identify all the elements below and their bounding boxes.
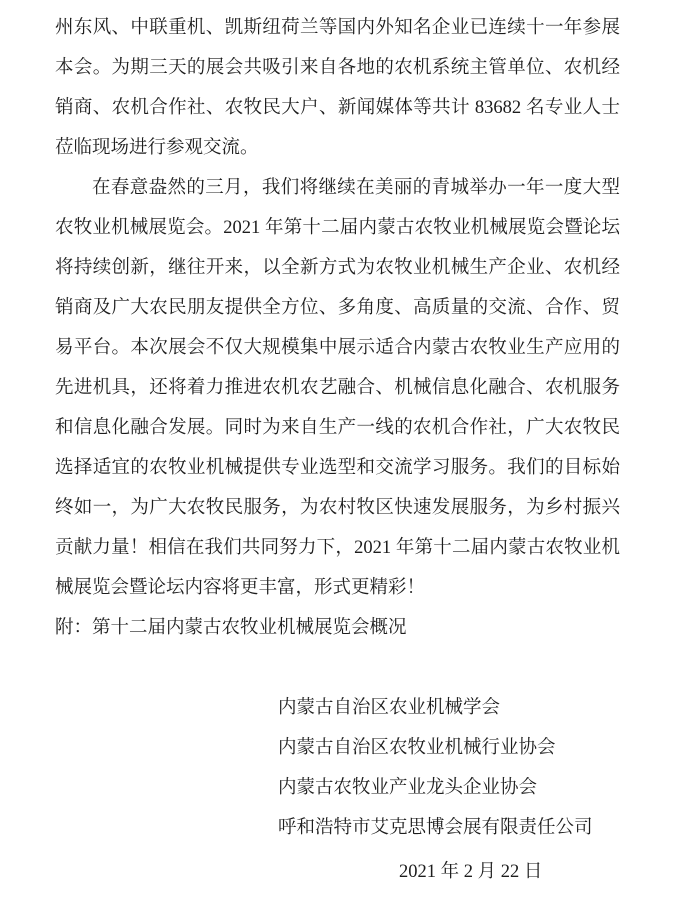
text-line: 将持续创新，继往开来，以全新方式为农牧业机械生产企业、农机经	[55, 258, 620, 278]
paragraph-exhibitors	[55, 8, 620, 168]
text-line: 和信息化融合发展。同时为来自生产一线的农机合作社，广大农牧民	[55, 418, 620, 438]
text-line: 选择适宜的农牧业机械提供专业选型和交流学习服务。我们的目标始	[55, 458, 620, 478]
text-line: 在春意盎然的三月，我们将继续在美丽的青城举办一年一度大型	[92, 178, 620, 198]
text-line: 莅临现场进行参观交流。	[55, 138, 259, 158]
text-line: 州东风、中联重机、凯斯纽荷兰等国内外知名企业已连续十一年参展	[55, 18, 620, 38]
text-line: 销商、农机合作社、农牧民大户、新闻媒体等共计 83682 名专业人士	[55, 98, 620, 118]
text-line: 先进机具，还将着力推进农机农艺融合、机械信息化融合、农机服务	[55, 378, 620, 398]
text-line: 农牧业机械展览会。2021 年第十二届内蒙古农牧业机械展览会暨论坛	[55, 218, 620, 238]
text-line: 械展览会暨论坛内容将更丰富，形式更精彩！	[55, 578, 426, 598]
attachment-note	[55, 608, 620, 648]
signature-line: 呼和浩特市艾克思博会展有限责任公司	[278, 818, 593, 838]
signature-line: 内蒙古自治区农业机械学会	[278, 698, 501, 718]
signature-line: 内蒙古农牧业产业龙头企业协会	[278, 778, 538, 798]
signature-line: 内蒙古自治区农牧业机械行业协会	[278, 738, 556, 758]
text-line: 终如一，为广大农牧民服务，为农村牧区快速发展服务，为乡村振兴	[55, 498, 620, 518]
paragraph-announcement	[55, 168, 620, 608]
text-line: 本会。为期三天的展会共吸引来自各地的农机系统主管单位、农机经	[55, 58, 620, 78]
text-line: 附：第十二届内蒙古农牧业机械展览会概况	[55, 618, 407, 638]
text-line: 贡献力量！相信在我们共同努力下，2021 年第十二届内蒙古农牧业机	[55, 538, 620, 558]
text-line: 销商及广大农民朋友提供全方位、多角度、高质量的交流、合作、贸	[55, 298, 620, 318]
text-line: 易平台。本次展会不仅大规模集中展示适合内蒙古农牧业生产应用的	[55, 338, 620, 358]
signature-block	[55, 688, 620, 848]
date-line: 2021 年 2 月 22 日	[399, 862, 543, 882]
